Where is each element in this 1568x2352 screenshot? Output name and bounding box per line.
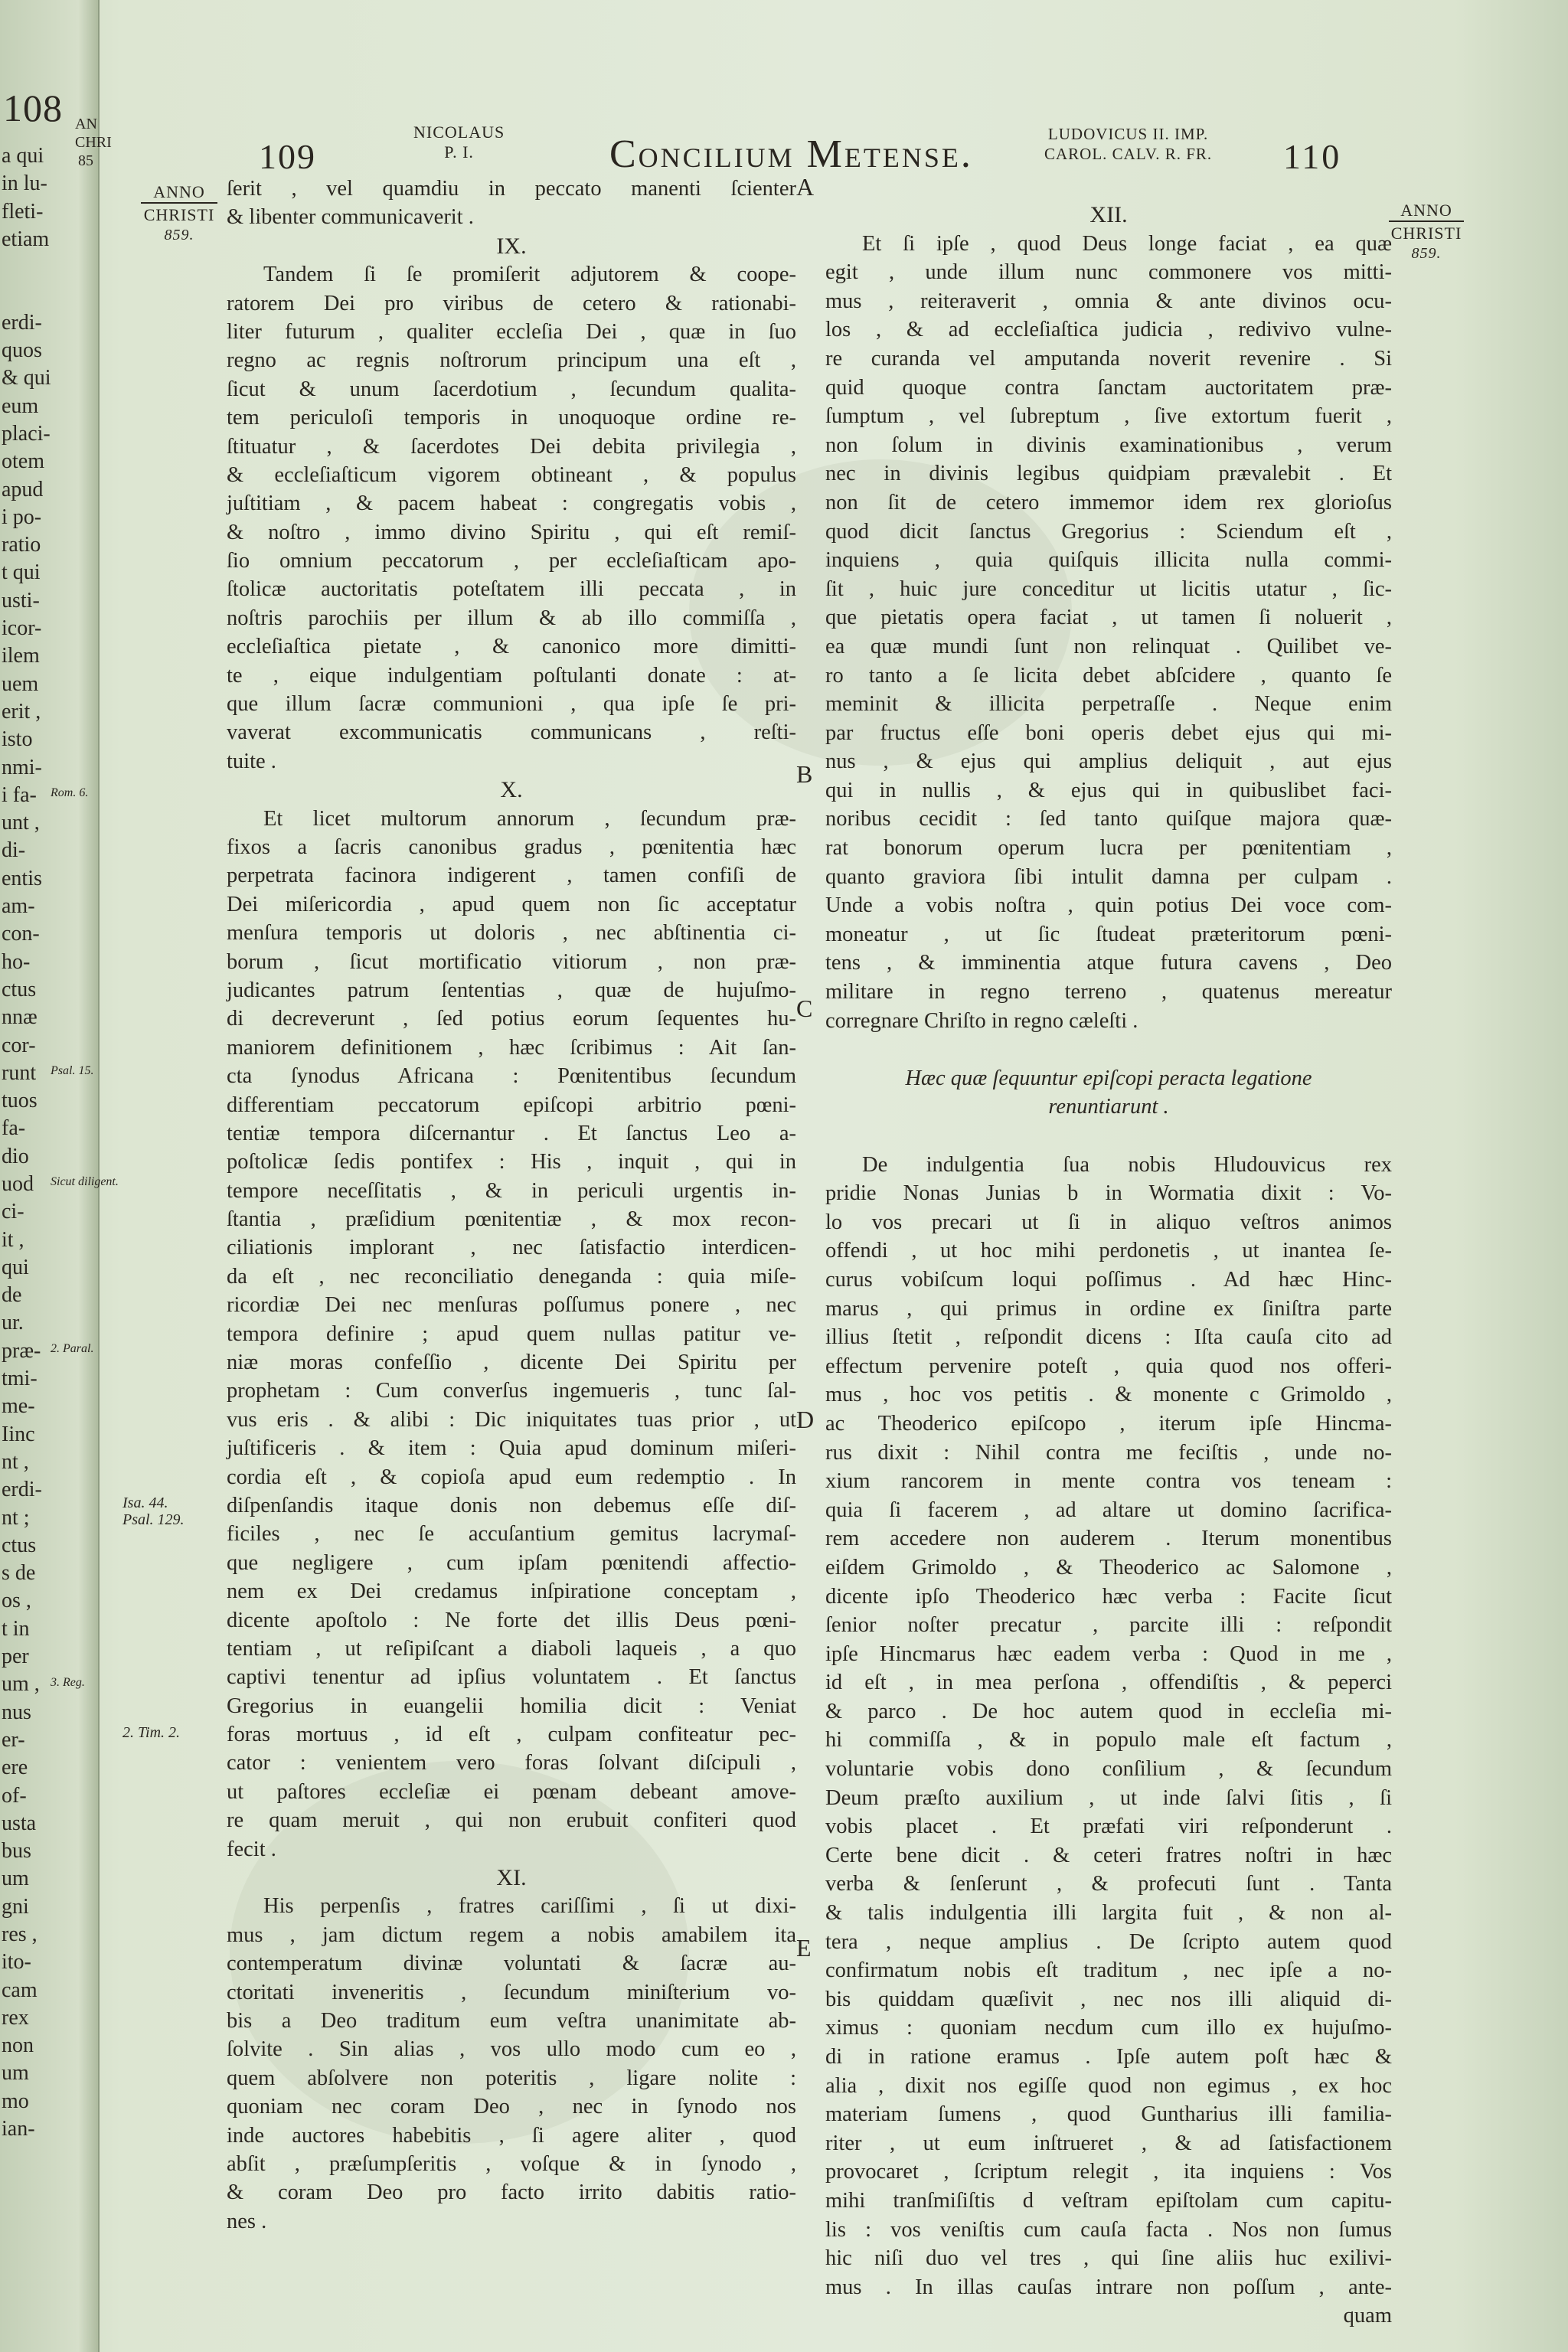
text-line: non ſit de cetero immemor idem rex glorioſus [825,490,1392,514]
text-line: mihi tranſmiſiſtis d veſtram epiſtolam cum capitu- [825,2188,1392,2213]
previous-page-line: usti- [2,588,40,612]
text-line: bis a Deo traditum eum veſtra unanimitate ab- [227,2009,796,2033]
section-letter: B [796,760,813,788]
margin-reference [122,1494,214,1528]
text-line: & noſtro , immo divino Spiritu , qui eſt remiſ- [227,520,796,544]
previous-page-line: ito- [2,1950,31,1975]
section-letter: A [796,173,815,201]
previous-page-line: gni [2,1894,29,1919]
text-line: ricordiæ Dei nec menſuras poſſumus ponere , nec [227,1293,796,1318]
text-line: regno ac regnis noſtrorum principum una eſt , [227,348,796,373]
previous-page-line: ilem [2,644,40,668]
text-line: niæ moras confeſſio , dicente Dei Spiritu per [227,1351,796,1375]
text-line: ea quæ mundi ſunt non relinquat . Quilibet ve- [825,634,1392,658]
text-line: ſolvite . Sin alias , vos ullo modo cum eo , [227,2037,796,2062]
previous-page-line: i po- [2,505,42,529]
text-line: menſura temporis ut doloris , nec abſtinentia ci- [227,921,796,946]
text-line: effectum pervenire poteſt , quia quod nos offeri- [825,1354,1392,1378]
previous-page-line: Iinc [2,1422,35,1446]
previous-page-line: in lu- [2,172,47,196]
text-line [825,1035,1392,1064]
text-line: fecit . [227,1837,276,1861]
text-line: & coram Deo pro facto irrito dabitis ratio- [227,2180,796,2205]
previous-page-line: a qui [2,144,44,168]
text-line: mus , jam dictum regem a nobis amabilem ita [227,1922,796,1947]
text-line: vaverat excommunicatis communicans , reſti- [227,720,796,745]
right-text-column [825,201,1392,2331]
anno-christi-left [133,182,225,245]
page-title: Concilium Metense. [609,132,973,176]
page-number-right: 110 [1283,137,1342,176]
text-line: nus , & ejus qui amplius deliquit , aut ejus [825,750,1392,774]
text-line: ſit , huic jure conceditur ut licitis utatur , ſic- [825,577,1392,601]
previous-page-number: 108 [3,87,63,129]
previous-page-line: eum [2,394,39,418]
previous-page-text [2,142,78,2143]
previous-page-line: erit , [2,699,41,724]
previous-margin-note: 3. Reg. [51,1675,85,1689]
text-line: voluntarie vobis dono conſilium , & ſecundum [825,1757,1392,1782]
previous-page-line: quos [2,338,42,363]
header-pope-name: NICOLAUS [413,122,505,142]
text-line: differentiam peccatorum epiſcopi arbitrio pœni- [227,1093,796,1117]
text-line: non ſolum in divinis examinationibus , verum [825,433,1392,457]
text-line: Et licet multorum annorum , ſecundum præ- [263,806,796,831]
previous-page-line: uod [2,1171,34,1196]
previous-anno-line: 85 [78,152,93,169]
text-line: marus , qui primus in ordine ex ſiniſtra parte [825,1296,1392,1321]
text-line: ſerit , vel quamdiu in peccato manenti ſcienter [227,177,796,201]
section-letter: E [796,1934,812,1962]
previous-page-line: ere [2,1756,28,1780]
previous-anno-line: CHRI [75,134,112,151]
section-letter: D [796,1406,815,1434]
text-line: ciliationis implorant , nec ſatisfactio interdicen- [227,1236,796,1260]
previous-page-line: nmi- [2,755,42,779]
text-line: egit , unde illum nunc commonere vos mitti- [825,260,1392,285]
previous-page-line: uem [2,671,39,696]
text-line: foras mortuus , id eſt , culpam confiteatur pec- [227,1723,796,1747]
text-line: vobis placet . Et præfati viri reſponderunt . [825,1815,1392,1839]
text-line: dicente apoſtolo : Ne forte det illis Deus pœni- [227,1608,796,1632]
text-line: que negligere , cum ipſam pœnitendi affectio- [227,1550,796,1575]
previous-page-line: tuos [2,1089,38,1113]
previous-page-line: non [2,2034,34,2058]
text-line: di decreverunt , ſed potius eorum ſequentes hu- [227,1007,796,1031]
text-line: ſicut & unum ſacerdotium , ſecundum qualita- [227,377,796,401]
previous-page-line: per [2,1645,29,1669]
text-line: provocaret , ſcriptum relegit , ita inquiens : Vos [825,2160,1392,2184]
text-line: inquiens , quia quiſquis illicita nulla commi- [825,548,1392,573]
section-heading: XII. [1089,202,1128,227]
text-line: hic niſi duo vel tres , qui ſine aliis huc exilivi- [825,2246,1392,2271]
previous-page-line: er- [2,1727,25,1752]
text-line: fixos a ſacris canonibus gradus , pœnitentia hæc [227,835,796,859]
text-line: militare in regno terreno , quatenus mereatur [825,980,1392,1004]
text-line: ratorem Dei pro viribus de cetero & rationabi- [227,291,796,315]
header-pope-number: P. I. [444,142,474,162]
anno-label: ANNO [153,182,205,201]
text-line: hi commiſſa , & in populo male eſt factum , [825,1728,1392,1753]
previous-page-line: nus [2,1700,31,1724]
previous-page-line: icor- [2,616,42,641]
text-line: ro tanto a ſe licita debet abſcidere , quanto ſe [825,663,1392,688]
previous-anno-line: AN [75,116,97,132]
page-number-left: 109 [259,137,316,176]
text-line: re curanda vel amputanda noverit revenire . Si [825,346,1392,371]
previous-page-line: res , [2,1922,38,1946]
previous-page-line: me- [2,1394,35,1419]
text-line: juſtificeris . & item : Quia apud dominum miſeri- [227,1436,796,1461]
text-line: borum , ſicut mortificatio vitiorum , non præ- [227,949,796,974]
text-line: confirmatum nobis eſt traditum , nec ipſe a no- [825,1958,1392,1983]
previous-page-line: entis [2,866,42,890]
text-line: Et ſi ipſe , quod Deus longe faciat , ea quæ [862,231,1392,256]
previous-page-line: ci- [2,1200,24,1224]
section-letter: C [796,995,813,1023]
previous-page-line: usta [2,1811,37,1835]
previous-page-line [2,281,78,309]
text-line: eiſdem Grimoldo , & Theoderico ac Salomone , [825,1555,1392,1579]
text-line: moneatur , ut ſic ſtudeat præteritorum pœni- [825,922,1392,946]
text-line: par fructus eſſe boni operis debet ejus qui mi- [825,720,1392,745]
previous-page-line: t in [2,1616,30,1641]
previous-margin-note: Rom. 6. [51,786,89,799]
text-line: tens , & imminentia atque futura cavens , Deo [825,951,1392,975]
text-line: perpetrata facinora indigerent , tamen confiſi de [227,864,796,888]
previous-page-line: am- [2,894,35,919]
text-line: cordia eſt , & copioſa apud eum redemptio . In [227,1465,796,1489]
text-line: maniorem definitionem , hæc ſcribimus : Ait ſan- [227,1035,796,1060]
previous-page-line: cor- [2,1033,36,1057]
text-line: Deum præſto auxilium , ut inde ſalvi ſitis , ſi [825,1785,1392,1810]
section-heading: X. [500,777,523,803]
previous-page-line: fleti- [2,199,44,224]
text-line: alia , dixit nos egiſſe quod non egimus , ex hoc [825,2073,1392,2098]
previous-page-line: t qui [2,560,41,585]
previous-page-line: otem [2,449,44,474]
previous-margin-note: Sicut diligent. [51,1175,119,1189]
text-line: Dei miſericordia , apud quem non ſic acceptatur [227,892,796,916]
text-line: ſenior noſter precatur , parcite illi : reſpondit [825,1613,1392,1638]
previous-page-line: nt ; [2,1505,30,1530]
text-line: di in ratione eramus . Ipſe autem poſt hæc & [825,2045,1392,2069]
text-line: ſtantia , præſidium pœnitentiæ , & mox recon- [227,1207,796,1232]
text-line: Gregorius in euangelii homilia dicit : Veniat [227,1694,796,1718]
text-line: inde auctores habebitis , ſi agere aliter , quod [227,2123,796,2148]
rubric-line: renuntiarunt . [1048,1095,1169,1119]
previous-page-line: um , [2,1672,40,1697]
text-line: meminit & illicita perpetraſſe . Neque enim [825,692,1392,717]
text-line: verba & ſenſerunt , & profecuti ſunt . Tanta [825,1872,1392,1896]
section-heading: IX. [496,233,527,259]
text-line: & parco . De hoc autem quod in eccleſia mi- [825,1699,1392,1723]
text-line: que pietatis opera faciat , ut tamen ſi noluerit , [825,606,1392,630]
text-line: liter futurum , qualiter eccleſia Dei , quæ in ſuo [227,319,796,344]
anno-label: ANNO [1400,201,1452,220]
text-line: noſtris parochiis per illum & ab illo commiſſa , [227,606,796,630]
text-line: ſtolicæ auctoritatis poteſtatem illi peccata , in [227,577,796,602]
previous-page-line: unt , [2,811,40,835]
previous-page-line: qui [2,1255,29,1279]
previous-page-line: bus [2,1839,31,1864]
text-line: ſio omnium peccatorum , per eccleſiaſticam apo- [227,549,796,573]
christi-label: CHRISTI [143,205,215,224]
text-line: quid quoque contra ſanctam auctoritatem præ- [825,375,1392,400]
previous-page-line: i fa- [2,782,37,807]
text-line: diſpenſandis itaque donis non debemus eſſe diſ- [227,1493,796,1517]
text-line: tentiam , ut reſipiſcant a diaboli laqueis , a quo [227,1636,796,1661]
text-line: Tandem ſi ſe promiſerit adjutorem & coope- [263,263,796,287]
anno-rule [1389,220,1464,222]
previous-page-line: & qui [2,366,51,390]
text-line: quanto graviora ſibi intulit damna per culpam . [825,864,1392,889]
text-line: cator : venientem vero foras ſolvant diſcipuli , [227,1751,796,1775]
text-line: materiam ſumens , quod Guntharius illi familia- [825,2102,1392,2127]
text-line: tempora definire ; apud quem nullas patitur ve- [227,1321,796,1346]
previous-margin-note: 2. Paral. [51,1341,94,1355]
text-line: & libenter communicaverit . [227,205,474,230]
margin-reference-line: 2. Tim. 2. [122,1723,181,1741]
text-line: mus , reiteraverit , omnia & ante divinos ocu- [825,289,1392,313]
previous-page-line: cam [2,1978,38,2002]
text-line: cta ſynodus Africana : Pœnitentibus ſecundum [227,1064,796,1089]
text-line: tentiæ tempora diſcernantur . Et ſanctus Leo a- [227,1121,796,1145]
previous-page-line: di- [2,838,26,863]
text-line: dicente ipſo Theoderico hæc verba : Facite ſicut [825,1584,1392,1609]
text-line: riter , ut eum inſtrueret , & ad ſatisfactionem [825,2131,1392,2155]
previous-page-line: con- [2,922,40,946]
previous-page-line: of- [2,1783,27,1808]
previous-page-line: ratio [2,533,41,557]
previous-page-line: erdi- [2,1478,42,1502]
text-line: offendi , ut hoc mihi perdonetis , ut inantea ſe- [825,1239,1392,1263]
header-king-line: CAROL. CALV. R. FR. [1044,145,1213,163]
text-line: los , & ad eccleſiaſtica judicia , redivivo vulne- [825,318,1392,342]
previous-page-line: os , [2,1589,31,1613]
text-line: contemperatum divinæ voluntati & ſacræ au- [227,1952,796,1976]
text-line: nec in divinis legibus quidpiam prævalebit . Et [825,462,1392,486]
text-line: Unde a vobis noſtra , quin potius Dei voce com- [825,893,1392,918]
text-line: tempore neceſſitatis , & in periculi urgentis in- [227,1178,796,1203]
text-line: rus dixit : Nihil contra me feciſtis , unde no- [825,1440,1392,1465]
text-line: qui in nullis , & ejus qui in quibuslibet faci- [825,778,1392,802]
text-line: pridie Nonas Junias b in Wormatia dixit : Vo- [825,1181,1392,1206]
text-line: tuite . [227,749,276,773]
text-line: curus vobiſcum loqui poſſimus . Ad hæc Hinc- [825,1267,1392,1292]
previous-page-line: apud [2,477,44,501]
previous-page-line: nt , [2,1449,29,1474]
text-line: rat bonorum operum lucra per pœnitentiam , [825,836,1392,861]
text-line: re quam meruit , qui non erubuit confiteri quod [227,1808,796,1833]
previous-page-line: placi- [2,421,51,446]
text-line: captivi tenentur ad ipſius voluntatem . Et ſanctus [227,1665,796,1690]
margin-reference-line: Isa. 44. [122,1494,168,1512]
text-line: & eccleſiaſticum vigorem obtineant , & populus [227,462,796,487]
previous-page-line: ctus [2,1533,37,1557]
text-line: quia ſi facerem , ad altare ut domino ſacrifica- [825,1498,1392,1522]
text-line: vus eris . & alibi : Dic iniquitates tuas prior , ut [227,1407,796,1432]
text-line [825,1122,1392,1151]
christi-label: CHRISTI [1390,224,1462,243]
text-line: tem periculoſi temporis in unoquoque ordine re- [227,406,796,430]
text-line: poſtolicæ ſedis pontifex : His , inquit , qui in [227,1150,796,1174]
text-line: mus , hoc vos petitis . & monente c Grimoldo , [825,1383,1392,1407]
text-line: bis quiddam quæſivit , nec nos illi aliquid di- [825,1987,1392,2011]
text-line: eccleſiaſtica pietate , & canonico more dimitti- [227,635,796,659]
text-line: quam [1343,2304,1392,2328]
text-line: abſit , præſumpſeritis , voſque & in ſynodo , [227,2151,796,2176]
previous-page-line: ctus [2,977,37,1001]
previous-page-line: s de [2,1561,36,1586]
text-line: tera , neque amplius . De ſcripto autem quod [825,1929,1392,1954]
text-line: His perpenſis , fratres cariſſimi , ſi ut dixi- [263,1894,796,1919]
text-line: xium rancorem in mente contra vos teneam : [825,1469,1392,1494]
text-line: mus . In illas cauſas intrare non poſſum , ante- [825,2275,1392,2299]
text-line: lo vos precari ut ſi in aliquo veſtros animos [825,1210,1392,1234]
previous-page-line: etiam [2,227,50,251]
previous-page-edge [0,0,119,2352]
header-kings [1044,124,1212,164]
previous-page-line: um [2,2061,29,2086]
previous-page-line: de [2,1283,22,1308]
text-line: ut paſtores eccleſiæ ei pœnam debeant amove- [227,1779,796,1804]
text-line: ficiles , nec ſe accuſantium gemitus lacrymaſ- [227,1522,796,1547]
text-line: prophetam : Cum converſus ingemueris , tunc ſal- [227,1379,796,1403]
previous-page-line: um [2,1867,29,1891]
text-line: te , eique indulgentiam poſtulanti donate : at- [227,663,796,688]
previous-page-line: ho- [2,949,31,974]
previous-page-line: præ- [2,1338,41,1363]
anno-year: 859. [164,227,194,243]
text-line: De indulgentia ſua nobis Hludouvicus rex [862,1152,1392,1177]
anno-year: 859. [1411,245,1442,262]
text-line: da eſt , nec reconciliatio deneganda : quia miſe- [227,1264,796,1289]
text-line: que illum ſacræ communioni , qua ipſe ſe pri- [227,692,796,717]
text-line: quod dicit ſanctus Gregorius : Sciendum eſt , [825,519,1392,544]
text-line: corregnare Chriſto in regno cæleſti . [825,1008,1138,1033]
previous-margin-note: Psal. 15. [51,1063,94,1077]
left-text-column [227,175,796,2236]
text-line: nem ex Dei credamus inſpiratione conceptam , [227,1579,796,1604]
text-line: nes . [227,2209,267,2233]
margin-reference-line: Psal. 129. [122,1511,185,1529]
text-line: ctoritati inveneritis , ſecundum miniſterium vo- [227,1980,796,2004]
previous-page-line: runt [2,1060,37,1085]
text-line: ſtituatur , & ſacerdotes Dei debita privilegia , [227,434,796,459]
text-line: ac Theoderico epiſcopo , iterum ipſe Hincma- [825,1411,1392,1436]
text-line: ſumptum , vel ſubreptum , ſive extortum fuerit , [825,404,1392,429]
previous-page-line: it , [2,1227,24,1252]
text-line: judicantes patrum ſententias , quæ de hujuſmo- [227,978,796,1002]
previous-page-line: ian- [2,2117,35,2141]
text-line: Certe bene dicit . & ceteri fratres noſtri in hæc [825,1843,1392,1867]
text-line: noribus cecidit : ſed tanto quiſque majora quæ- [825,807,1392,831]
previous-page-line: erdi- [2,310,42,335]
previous-page-line: isto [2,727,33,752]
previous-page-anno [75,115,112,170]
previous-page-line: tmi- [2,1367,38,1391]
text-line: quem abſolvere non poteritis , ligare nolite : [227,2066,796,2090]
text-line: quoniam nec coram Deo , nec in ſynodo nos [227,2095,796,2119]
text-line: ipſe Hincmarus hæc eadem verba : Quod in me , [825,1642,1392,1666]
header-king-line: LUDOVICUS II. IMP. [1047,125,1209,143]
previous-page-line: dio [2,1144,29,1168]
section-heading: XI. [496,1865,527,1891]
text-line: lis : vos veniſtis cum cauſa facta . Nos non ſumus [825,2217,1392,2242]
previous-page-line: rex [2,2005,29,2030]
previous-page-line: mo [2,2089,29,2113]
previous-page-line: ur. [2,1311,24,1335]
margin-reference [122,1724,214,1741]
text-line: ximus : quoniam necdum cum illo ex hujuſmo- [825,2016,1392,2040]
text-line: juſtitiam , & pacem habeat : congregatis vobis , [227,492,796,516]
anno-rule [141,202,217,204]
rubric-line: Hæc quæ ſequuntur epiſcopi peracta legatione [905,1066,1312,1090]
anno-christi-right [1381,201,1472,263]
text-line: illius ſtetit , reſpondit dicens : Iſta cauſa cito ad [825,1325,1392,1350]
previous-page-line: fa- [2,1116,26,1141]
text-line: & talis indulgentia illi largita fuit , & non al- [825,1901,1392,1926]
previous-page-line: nnæ [2,1005,38,1030]
header-pope [413,122,505,162]
text-line: id eſt , in mea perſona , offendiſtis , & peperci [825,1671,1392,1695]
previous-page-line [2,253,78,281]
text-line: rem accedere non auderem . Iterum monentibus [825,1527,1392,1551]
